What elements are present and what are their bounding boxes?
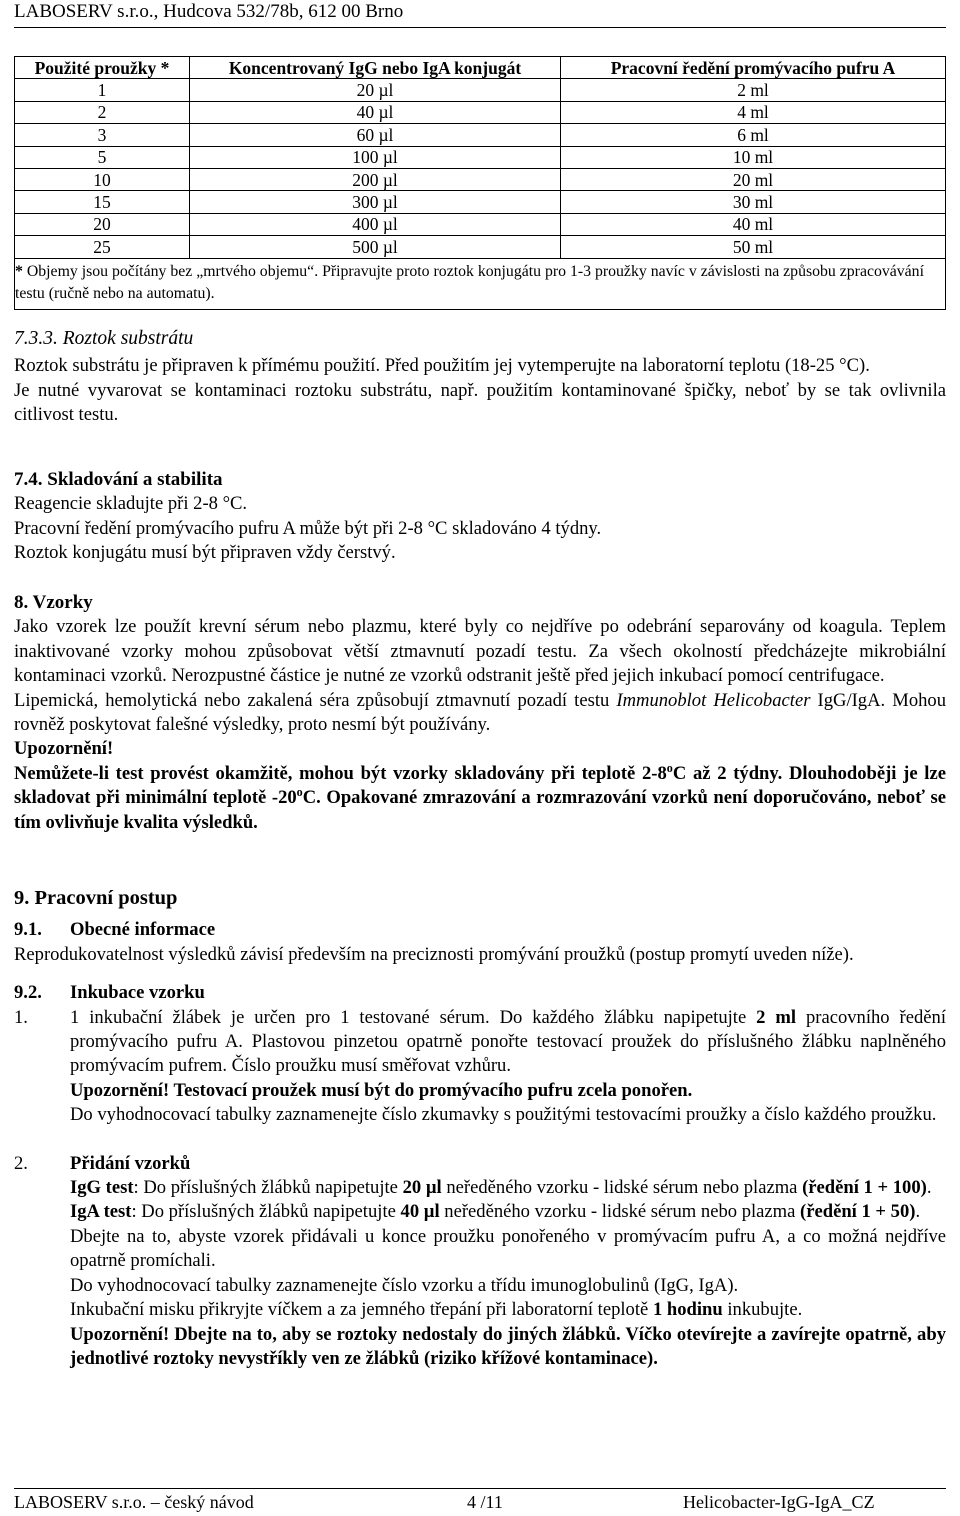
table-cell: 40 µl bbox=[190, 101, 561, 123]
section-title: 9. Pracovní postup bbox=[14, 887, 178, 909]
table-row bbox=[15, 146, 946, 168]
warning-text: Upozornění! Dbejte na to, aby se roztoky nedostaly do jiných žlábků. Víčko otevírejte a zavírejte opatrně, aby jednotlivé roztoky nevystříkly ven ze žlábků (riziko křížové kontaminace). bbox=[70, 1323, 946, 1369]
column-header: Koncentrovaný IgG nebo IgA konjugát bbox=[190, 57, 561, 79]
text: . bbox=[926, 1177, 932, 1199]
text: neředěného vzorku - lidské sérum nebo plazma bbox=[441, 1177, 803, 1199]
table-cell: 500 µl bbox=[190, 236, 561, 258]
table-row bbox=[15, 236, 946, 258]
table-cell: 25 bbox=[15, 236, 190, 258]
paragraph bbox=[14, 1298, 946, 1322]
table-cell: 60 µl bbox=[190, 124, 561, 146]
degree-mark: o bbox=[296, 785, 303, 800]
section-9 bbox=[14, 886, 946, 1371]
text: C až 2 týdny. Dlouhodoběji je lze skladovat při minimální teplotě -20 bbox=[14, 762, 946, 809]
table-row bbox=[15, 124, 946, 146]
warning-text bbox=[14, 762, 946, 835]
section-title: 7.4. Skladování a stabilita bbox=[14, 469, 223, 490]
text: Lipemická, hemolytická nebo zakalená séra způsobují ztmavnutí pozadí testu bbox=[14, 689, 617, 711]
paragraph: Reagencie skladujte při 2-8 °C. bbox=[14, 493, 248, 515]
table-cell: 3 bbox=[15, 124, 190, 146]
table-note-row bbox=[15, 258, 946, 309]
paragraph: Roztok substrátu je připraven k přímému použití. Před použitím jej vytemperujte na laboratorní teplotu (18-25 °C). bbox=[14, 355, 870, 377]
list-number: 2. bbox=[14, 1152, 28, 1174]
text: . bbox=[915, 1201, 921, 1223]
table-cell: 20 ml bbox=[561, 168, 946, 190]
table-cell: 30 ml bbox=[561, 191, 946, 213]
footnote-text: Objemy jsou počítány bez „mrtvého objemu“. Připravujte proto roztok konjugátu pro 1-3 proužky navíc v závislosti na způsobu zpracovávání testu (ručně nebo na automatu). bbox=[15, 262, 924, 302]
table-row bbox=[15, 191, 946, 213]
paragraph bbox=[14, 689, 946, 738]
footer-left: LABOSERV s.r.o. – český návod bbox=[14, 1492, 254, 1512]
text: : Do příslušných žlábků napipetujte bbox=[131, 1201, 401, 1223]
table-row bbox=[15, 213, 946, 235]
table-cell: 1 bbox=[15, 79, 190, 101]
volume: 40 µl bbox=[400, 1201, 440, 1223]
table-cell: 2 ml bbox=[561, 79, 946, 101]
paragraph: Do vyhodnocovací tabulky zaznamenejte číslo vzorku a třídu imunoglobulinů (IgG, IgA). bbox=[70, 1274, 739, 1296]
column-header: Použité proužky * bbox=[15, 57, 190, 79]
section-title: 7.3.3. Roztok substrátu bbox=[14, 328, 194, 349]
column-header: Pracovní ředění promývacího pufru A bbox=[561, 57, 946, 79]
header-rule bbox=[14, 27, 946, 28]
list-item bbox=[14, 1006, 946, 1128]
volume: 20 µl bbox=[402, 1177, 442, 1199]
section-7-4 bbox=[14, 468, 946, 566]
volume: 2 ml bbox=[756, 1006, 797, 1028]
text: Nemůžete-li test provést okamžitě, mohou být vzorky skladovány při teplotě 2-8 bbox=[14, 762, 667, 784]
table-row bbox=[15, 168, 946, 190]
section-title: 8. Vzorky bbox=[14, 592, 93, 613]
table-cell: 2 bbox=[15, 101, 190, 123]
table-row bbox=[15, 79, 946, 101]
table-cell: 100 µl bbox=[190, 146, 561, 168]
table-footnote bbox=[15, 258, 946, 309]
table-cell: 6 ml bbox=[561, 124, 946, 146]
table-cell: 20 bbox=[15, 213, 190, 235]
section-8 bbox=[14, 591, 946, 835]
text: inkubujte. bbox=[722, 1299, 803, 1321]
table-row bbox=[15, 101, 946, 123]
text: neředěného vzorku - lidské sérum nebo plazma bbox=[439, 1201, 801, 1223]
paragraph: Reprodukovatelnost výsledků závisí především na preciznosti promývání proužků (postup promytí uveden níže). bbox=[14, 943, 854, 965]
subsection-number: 9.2. bbox=[14, 982, 42, 1004]
text: pracovního ředění promývacího pufru A. Plastovou pinzetou opatrně ponořte testovací proužek do příslušného žlábku naplněného promývacím pufrem. Číslo proužku musí směřovat vzhůru. bbox=[70, 1006, 946, 1077]
footnote-marker: * bbox=[15, 262, 27, 280]
table-cell: 15 bbox=[15, 191, 190, 213]
subsection-title bbox=[14, 981, 946, 1005]
text: Inkubační misku přikryjte víčkem a za jemného třepání při laboratorní teplotě bbox=[70, 1299, 653, 1321]
table-cell: 400 µl bbox=[190, 213, 561, 235]
text: IgG/IgA. Mohou rovněž poskytovat falešné výsledky, proto nesmí být používány. bbox=[14, 689, 947, 736]
paragraph: Pracovní ředění promývacího pufru A může být při 2-8 °C skladováno 4 týdny. bbox=[14, 517, 602, 539]
page-header: LABOSERV s.r.o., Hudcova 532/78b, 612 00 Brno bbox=[14, 1, 404, 22]
table-cell: 10 ml bbox=[561, 146, 946, 168]
table-cell: 200 µl bbox=[190, 168, 561, 190]
text: : Do příslušných žlábků napipetujte bbox=[133, 1177, 403, 1199]
warning-text: Upozornění! Testovací proužek musí být do promývacího pufru zcela ponořen. bbox=[70, 1079, 693, 1101]
table-cell: 20 µl bbox=[190, 79, 561, 101]
paragraph: Roztok konjugátu musí být připraven vždy čerstvý. bbox=[14, 542, 396, 564]
table-cell: 5 bbox=[15, 146, 190, 168]
list-item bbox=[14, 1152, 946, 1372]
paragraph: Do vyhodnocovací tabulky zaznamenejte číslo zkumavky s použitými testovacími proužky a číslo každého proužku. bbox=[70, 1104, 937, 1126]
table-cell: 40 ml bbox=[561, 213, 946, 235]
paragraph: Dbejte na to, abyste vzorek přidávali u konce proužku ponořeného v promývacím pufru A, a co možná nejdříve opatrně promíchali. bbox=[70, 1225, 946, 1272]
paragraph: Je nutné vyvarovat se kontaminaci roztoku substrátu, např. použitím kontaminované špičky, neboť by se tak ovlivnila citlivost testu. bbox=[14, 379, 946, 426]
subsection-name: Obecné informace bbox=[70, 919, 216, 941]
footer-right: Helicobacter-IgG-IgA_CZ bbox=[683, 1492, 875, 1512]
list-text bbox=[14, 1006, 946, 1079]
table-cell: 50 ml bbox=[561, 236, 946, 258]
subsection-number: 9.1. bbox=[14, 919, 42, 941]
paragraph bbox=[14, 1176, 946, 1200]
text: C. Opakované zmrazování a rozmrazování vzorků není doporučováno, neboť se tím ovlivňuje kvalita výsledků. bbox=[14, 787, 946, 833]
degree-mark: o bbox=[666, 760, 673, 775]
page-number: 4 /11 bbox=[467, 1492, 503, 1512]
test-label: IgA test bbox=[70, 1201, 132, 1223]
paragraph: Jako vzorek lze použít krevní sérum nebo plazmu, které byly co nejdříve po odebrání separovány od koagula. Teplem inaktivované vzorky mohou způsobovat větší ztmavnutí pozadí testu. Za všech okolností předcházejte mikrobiální kontaminaci vzorků. Nerozpustné částice je nutné ze vzorků odstranit ještě před jejich inkubací pomocí centrifugace. bbox=[14, 616, 946, 687]
dilution: (ředění 1 + 50) bbox=[800, 1201, 916, 1223]
paragraph bbox=[14, 1200, 946, 1224]
subsection-name: Inkubace vzorku bbox=[70, 982, 205, 1004]
table-cell: 300 µl bbox=[190, 191, 561, 213]
footer-rule bbox=[14, 1488, 946, 1489]
text: 1 inkubační žlábek je určen pro 1 testované sérum. Do každého žlábku napipetujte bbox=[70, 1006, 757, 1028]
dilution: (ředění 1 + 100) bbox=[802, 1177, 927, 1199]
table-cell: 10 bbox=[15, 168, 190, 190]
list-title: Přidání vzorků bbox=[70, 1152, 191, 1174]
section-7-3-3 bbox=[14, 327, 946, 428]
table-cell: 4 ml bbox=[561, 101, 946, 123]
subsection-title bbox=[14, 918, 946, 942]
list-number: 1. bbox=[14, 1006, 28, 1028]
warning-label: Upozornění! bbox=[14, 738, 114, 760]
test-label: IgG test bbox=[70, 1177, 134, 1199]
product-name: Immunoblot Helicobacter bbox=[616, 689, 811, 711]
duration: 1 hodinu bbox=[652, 1299, 723, 1321]
table-header-row bbox=[15, 57, 946, 79]
dilution-table bbox=[14, 56, 946, 310]
